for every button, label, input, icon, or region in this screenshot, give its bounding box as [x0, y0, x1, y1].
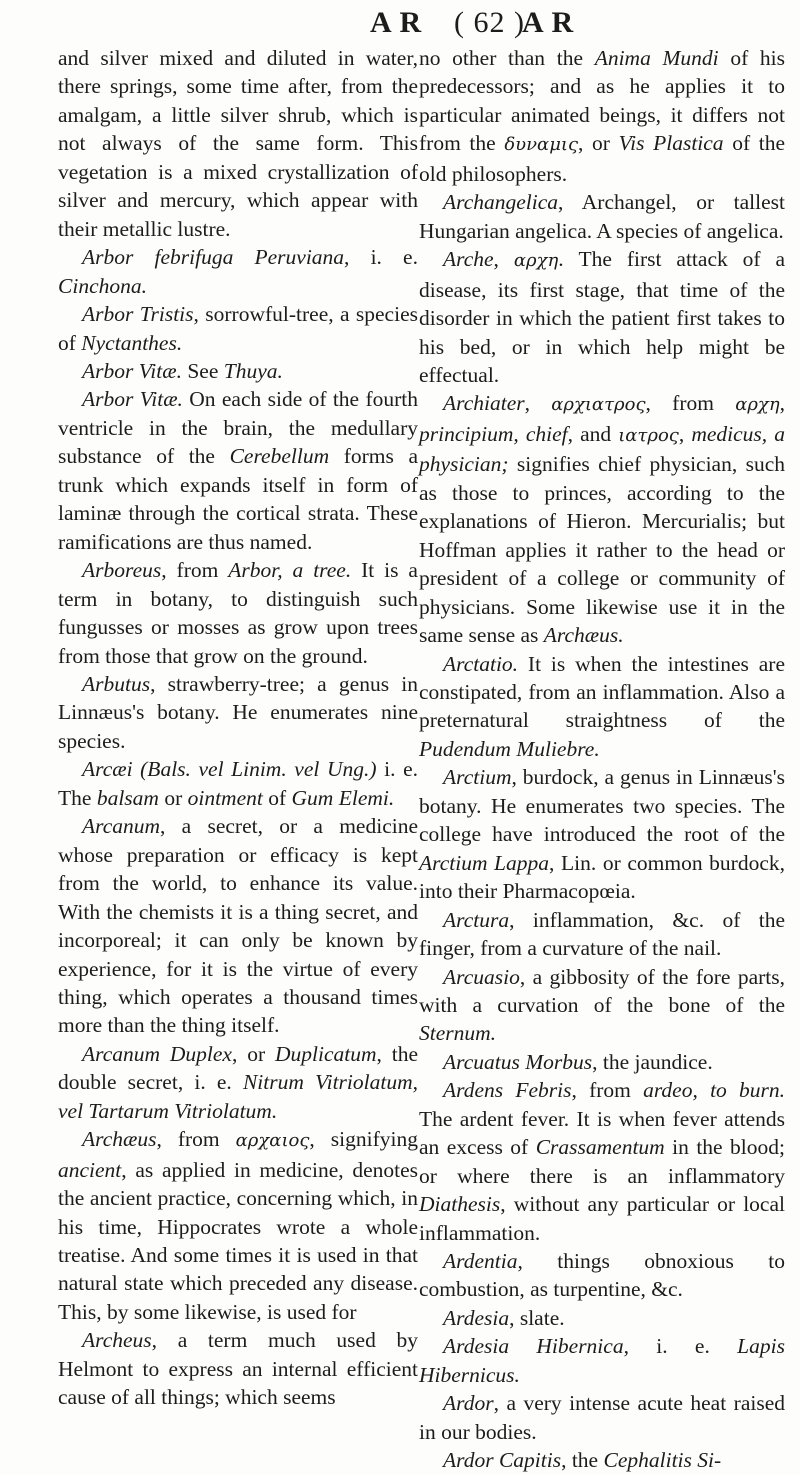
- greek-term: αρχη: [735, 394, 780, 416]
- italic-term: Pudendum Muliebre.: [419, 736, 600, 761]
- italic-term: Arctium: [443, 765, 512, 790]
- entry-text: , from: [571, 1078, 644, 1103]
- entry-text: ,: [493, 247, 514, 272]
- entry-text: It is when the intestines are constipated, from an inflammation. Also a preternatural straightness of the: [419, 651, 785, 733]
- dictionary-entry: [58, 556, 418, 670]
- entry-text: ,: [678, 421, 692, 446]
- entry-text: , as applied in medicine, denotes the ancient practice, concerning which, in his time, Hippocrates wrote a whole treatise. And some times it is used in that natural state which preceded any disease. This, by some likewise, is used for: [58, 1157, 418, 1324]
- entry-text: , a term much used by Helmont to express an internal efficient cause of all things; which seems: [58, 1328, 418, 1410]
- italic-term: Arctium Lappa: [419, 850, 550, 875]
- dictionary-entry: [58, 300, 418, 357]
- italic-term: Arcanum Duplex: [82, 1041, 232, 1066]
- entry-text: no other than the: [419, 46, 595, 70]
- italic-term: Crassamentum: [535, 1135, 665, 1160]
- italic-term: ancient: [58, 1157, 122, 1182]
- dictionary-entry: [58, 670, 418, 755]
- entry-text: , the: [561, 1448, 604, 1473]
- entry-text: , a gibbosity of the fore parts, with a curvation of the bone of the: [419, 964, 785, 1017]
- italic-term: Arcuasio: [443, 964, 520, 989]
- italic-term: Arbor Vitæ.: [82, 387, 183, 412]
- dictionary-entry: [419, 963, 785, 1048]
- entry-text: The ardent fever. It is when fever attends an excess of: [419, 1106, 785, 1160]
- entry-text: of the old philosophers.: [419, 131, 785, 186]
- italic-term: Thuya.: [223, 358, 283, 383]
- dictionary-entry: [58, 1125, 418, 1326]
- italic-term: Archeus: [82, 1328, 152, 1353]
- entry-text: On each side of the fourth ventricle in the brain, the medullary substance of the: [58, 387, 418, 469]
- italic-term: Arche: [443, 247, 494, 272]
- italic-term: Archiater: [443, 391, 525, 416]
- italic-term: Archæus.: [543, 623, 624, 648]
- greek-term: αρχη: [513, 250, 559, 272]
- italic-term: Ardentia: [443, 1249, 518, 1274]
- entry-text: See: [181, 358, 224, 383]
- entry-text: signifies chief physician, such as those to princes, according to the explanations of Hieron. Mercurialis; but Hoffman applies it rather to the head or president of a college or community of physicians. Some likewise use it in the same sense as: [419, 452, 785, 648]
- dictionary-entry: [419, 763, 785, 905]
- dictionary-entry: [58, 1040, 418, 1125]
- entry-text: ,: [524, 391, 552, 416]
- italic-term: Ardor: [443, 1391, 494, 1416]
- entry-text: , from: [156, 1127, 236, 1152]
- dictionary-entry: [419, 1048, 785, 1076]
- italic-term: medicus, a physician;: [419, 421, 786, 477]
- entry-text: , i. e.: [344, 245, 418, 270]
- entry-text: It is a term in botany, to distinguish such fungusses or mosses as grow upon trees from those that grow on the ground.: [58, 558, 418, 668]
- entry-text: , slate.: [509, 1305, 565, 1330]
- italic-term: Archæus: [82, 1127, 157, 1152]
- italic-term: Arctatio.: [443, 651, 519, 676]
- italic-term: Arbor, a tree.: [228, 558, 352, 583]
- entry-text: or: [158, 785, 188, 810]
- dictionary-entry: [58, 357, 418, 385]
- italic-term: Ardor Capitis: [443, 1448, 562, 1473]
- entry-text: in the blood; or where there is an inflammatory: [419, 1135, 785, 1188]
- italic-term: Nitrum Vitriolatum, vel Tartarum Vitriolatum.: [58, 1070, 418, 1123]
- italic-term: Arcæi (Bals. vel Linim. vel Ung.): [82, 757, 377, 782]
- italic-term: principium, chief: [419, 421, 568, 446]
- italic-term: ointment: [187, 785, 263, 810]
- italic-term: Cinchona.: [58, 273, 147, 298]
- italic-term: Archangelica: [443, 190, 559, 215]
- greek-term: ιατρος: [618, 424, 679, 446]
- entry-text: , i. e.: [623, 1334, 738, 1359]
- dictionary-entry: [419, 1389, 785, 1446]
- entry-text: , from: [161, 558, 229, 583]
- entry-text: , or: [578, 131, 619, 156]
- entry-text: , the double secret, i. e.: [58, 1041, 418, 1095]
- entry-text: , a secret, or a medicine whose preparation or efficacy is kept from the world, to enhance its value. With the chemists it is a thing secret, and incorporeal; it can only be known by experience, for it is the virtue of every thing, which operates a thousand times more than the thing itself.: [58, 814, 418, 1038]
- entry-text: ,: [779, 391, 785, 416]
- italic-term: Arbutus: [82, 671, 151, 696]
- italic-term: ardeo, to burn.: [643, 1078, 786, 1103]
- left-column: [58, 44, 418, 1412]
- italic-term: Nyctanthes.: [81, 330, 183, 355]
- greek-term: δυναμις: [504, 134, 579, 156]
- italic-term: Ardesia Hibernica: [443, 1334, 624, 1359]
- dictionary-entry: [419, 1332, 785, 1389]
- dictionary-entry: [58, 385, 418, 556]
- dictionary-entry: [419, 44, 785, 188]
- italic-term: Anima Mundi: [594, 46, 719, 70]
- italic-term: Diathesis: [419, 1192, 501, 1217]
- entry-text: of his predecessors; and as he applies it to particular animated beings, it differs not from the: [419, 46, 785, 156]
- entry-text: , strawberry-tree; a genus in Linnæus's botany. He enumerates nine species.: [58, 671, 418, 753]
- dictionary-entry: [58, 1326, 418, 1411]
- italic-term: Vis Plastica: [618, 131, 724, 156]
- dictionary-entry: [58, 755, 418, 812]
- entry-text: , Lin. or common burdock, into their Pharmacopœia.: [419, 850, 785, 904]
- entry-text: , a very intense acute heat raised in our bodies.: [419, 1391, 785, 1444]
- entry-text: , signifying: [309, 1127, 418, 1152]
- running-head-right: A R: [522, 6, 575, 39]
- italic-term: Arbor Vitæ.: [82, 358, 182, 383]
- entry-text: , the jaundice.: [592, 1049, 713, 1074]
- dictionary-entry: [419, 1446, 785, 1474]
- entry-text: i. e. The: [58, 757, 418, 810]
- dictionary-entry: [419, 1304, 785, 1332]
- entry-text: , inflammation, &c. of the finger, from a curvature of the nail.: [419, 907, 785, 961]
- right-column: [419, 44, 785, 1475]
- greek-term: αρχιατρος: [551, 394, 646, 416]
- italic-term: Arboreus: [82, 558, 162, 583]
- dictionary-entry: [419, 1247, 785, 1304]
- italic-term: Duplicatum: [274, 1041, 377, 1066]
- greek-term: αρχαιος: [235, 1130, 310, 1152]
- italic-term: Arctura: [443, 907, 510, 932]
- dictionary-entry: [419, 245, 785, 389]
- entry-text: forms a trunk which expands itself in form of laminæ through the cortical strata. These ramifications are thus named.: [58, 444, 419, 554]
- dictionary-entry: [419, 650, 785, 764]
- dictionary-entry: [419, 1076, 785, 1247]
- entry-text: of: [262, 785, 292, 810]
- dictionary-entry: [58, 243, 418, 300]
- dictionary-entry: [58, 44, 418, 243]
- italic-term: Cerebellum: [229, 444, 330, 469]
- running-head: [0, 6, 800, 46]
- dictionary-entry: [419, 906, 785, 963]
- italic-term: Arbor Tristis: [82, 302, 194, 327]
- entry-text: , sorrowful-tree, a species of: [58, 302, 418, 355]
- italic-term: Gum Elemi.: [291, 785, 395, 810]
- entry-text: , from: [645, 391, 736, 416]
- entry-text: , things obnoxious to combustion, as turpentine, &c.: [419, 1249, 785, 1302]
- running-head-left: A R: [370, 6, 423, 39]
- page-number: ( 62 ): [454, 6, 525, 39]
- italic-term: Lapis Hibernicus.: [419, 1334, 785, 1387]
- italic-term: Sternum.: [419, 1021, 497, 1046]
- entry-text: , Archangel, or tallest Hungarian angelica. A species of angelica.: [419, 190, 785, 243]
- entry-text: and silver mixed and diluted in water, there springs, some time after, from the amalgam, a little silver shrub, which is not always of the same form. This vegetation is a mixed crystallization of silver and mercury, which appear with their metallic lustre.: [58, 46, 418, 241]
- dictionary-entry: [58, 812, 418, 1040]
- dictionary-entry: [419, 188, 785, 245]
- entry-text: , without any particular or local inflammation.: [419, 1192, 785, 1245]
- entry-text: , burdock, a genus in Linnæus's botany. He enumerates two species. The college have introduced the root of the: [419, 765, 785, 847]
- italic-term: Cephalitis Si-: [603, 1448, 722, 1473]
- italic-term: Ardesia: [443, 1305, 510, 1330]
- entry-text: , and: [567, 421, 619, 446]
- italic-term: Ardens Febris: [443, 1078, 572, 1103]
- italic-term: Arcuatus Morbus: [443, 1049, 593, 1074]
- dictionary-entry: [419, 389, 785, 649]
- entry-text: , or: [231, 1041, 275, 1066]
- italic-term: Arbor febrifuga Peruviana: [82, 245, 345, 270]
- italic-term: balsam: [96, 785, 159, 810]
- entry-text: . The first attack of a disease, its first stage, that time of the disorder in which the patient first takes to his bed, or in which help might be effectual.: [419, 247, 785, 387]
- italic-term: Arcanum: [82, 814, 161, 839]
